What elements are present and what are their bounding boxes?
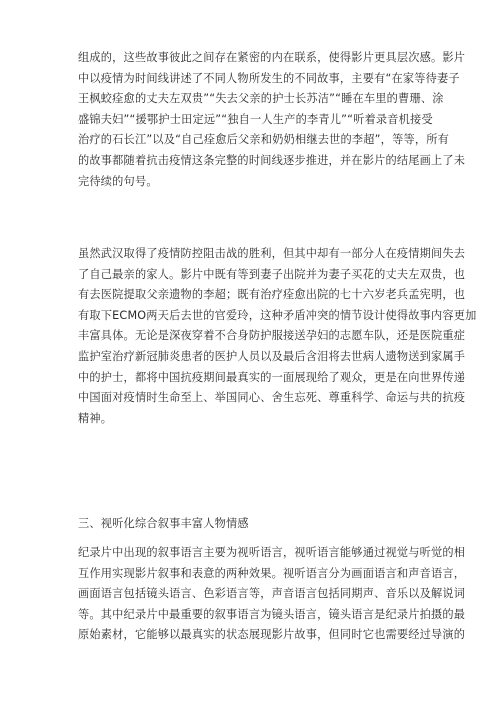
text-line: 中国面对疫情时生命至上、举国同心、舍生忘死、尊重科学、命运与共的抗疫 bbox=[78, 391, 466, 405]
text-line: 监护室治疗新冠肺炎患者的医护人员以及最后含泪将去世病人遗物送到家属手 bbox=[78, 349, 466, 363]
text-line: 组成的，这些故事彼此之间存在紧密的内在联系，使得影片更具层次感。影片 bbox=[78, 51, 466, 64]
text-line: 有取下ECMO两天后去世的官爱玲，这种矛盾冲突的情节设计使得故事内容更加 bbox=[78, 308, 477, 322]
text-line: 丰富具体。无论是深夜穿着不合身防护服接送孕妇的志愿车队，还是医院重症 bbox=[78, 329, 466, 343]
text-line: 有去医院提取父亲遗物的李超；既有治疗痊愈出院的七十六岁老兵孟宪明，也 bbox=[78, 288, 466, 302]
text-line: 完待续的句号。 bbox=[78, 174, 158, 188]
text-line: 等。其中纪录片中最重要的叙事语言为镜头语言，镜头语言是纪录片拍摄的最 bbox=[78, 607, 466, 621]
text-line: 王枫蛟痊愈的丈夫左双贵”“失去父亲的护士长苏洁”“睡在车里的曹珊、涂 bbox=[78, 92, 444, 106]
text-line: 原始素材，它能够以最真实的状态展现影片故事，但同时它也需要经过导演的 bbox=[78, 628, 466, 642]
paragraph-story-lines bbox=[78, 48, 466, 192]
text-line: 治疗的石长江”以及“自己痊愈后父亲和奶奶相继去世的李超”，等等，所有 bbox=[78, 133, 450, 147]
text-line: 盛锦夫妇”“援鄂护士田定远”“独自一人生产的李青儿”“听着录音机接受 bbox=[78, 112, 433, 126]
text-line: 精神。 bbox=[78, 411, 113, 425]
text-line: 画面语言包括镜头语言、色彩语言等，声音语言包括同期声、音乐以及解说词 bbox=[78, 587, 466, 601]
text-line: 的故事都随着抗击疫情这条完整的时间线逐步推进，并在影片的结尾画上了未 bbox=[78, 153, 466, 167]
text-line: 中以疫情为时间线讲述了不同人物所发生的不同故事，主要有“在家等待妻子 bbox=[78, 71, 460, 85]
paragraph-audiovisual-narrative bbox=[78, 543, 466, 646]
text-line: 互作用实现影片叙事和表意的两种效果。视听语言分为画面语言和声音语言， bbox=[78, 566, 466, 580]
text-line: 虽然武汉取得了疫情防控阻击战的胜利，但其中却有一部分人在疫情期间失去 bbox=[78, 247, 466, 260]
text-line: 中的护士，都将中国抗疫期间最真实的一面展现给了观众，更是在向世界传递 bbox=[78, 370, 466, 384]
paragraph-wuhan-victory bbox=[78, 244, 477, 429]
text-line: 了自己最亲的家人。影片中既有等到妻子出院并为妻子买花的丈夫左双贵，也 bbox=[78, 267, 466, 281]
text-line: 纪录片中出现的叙事语言主要为视听语言，视听语言能够通过视觉与听觉的相 bbox=[78, 546, 466, 559]
section-heading: 三、视听化综合叙事丰富人物情感 bbox=[78, 517, 249, 530]
